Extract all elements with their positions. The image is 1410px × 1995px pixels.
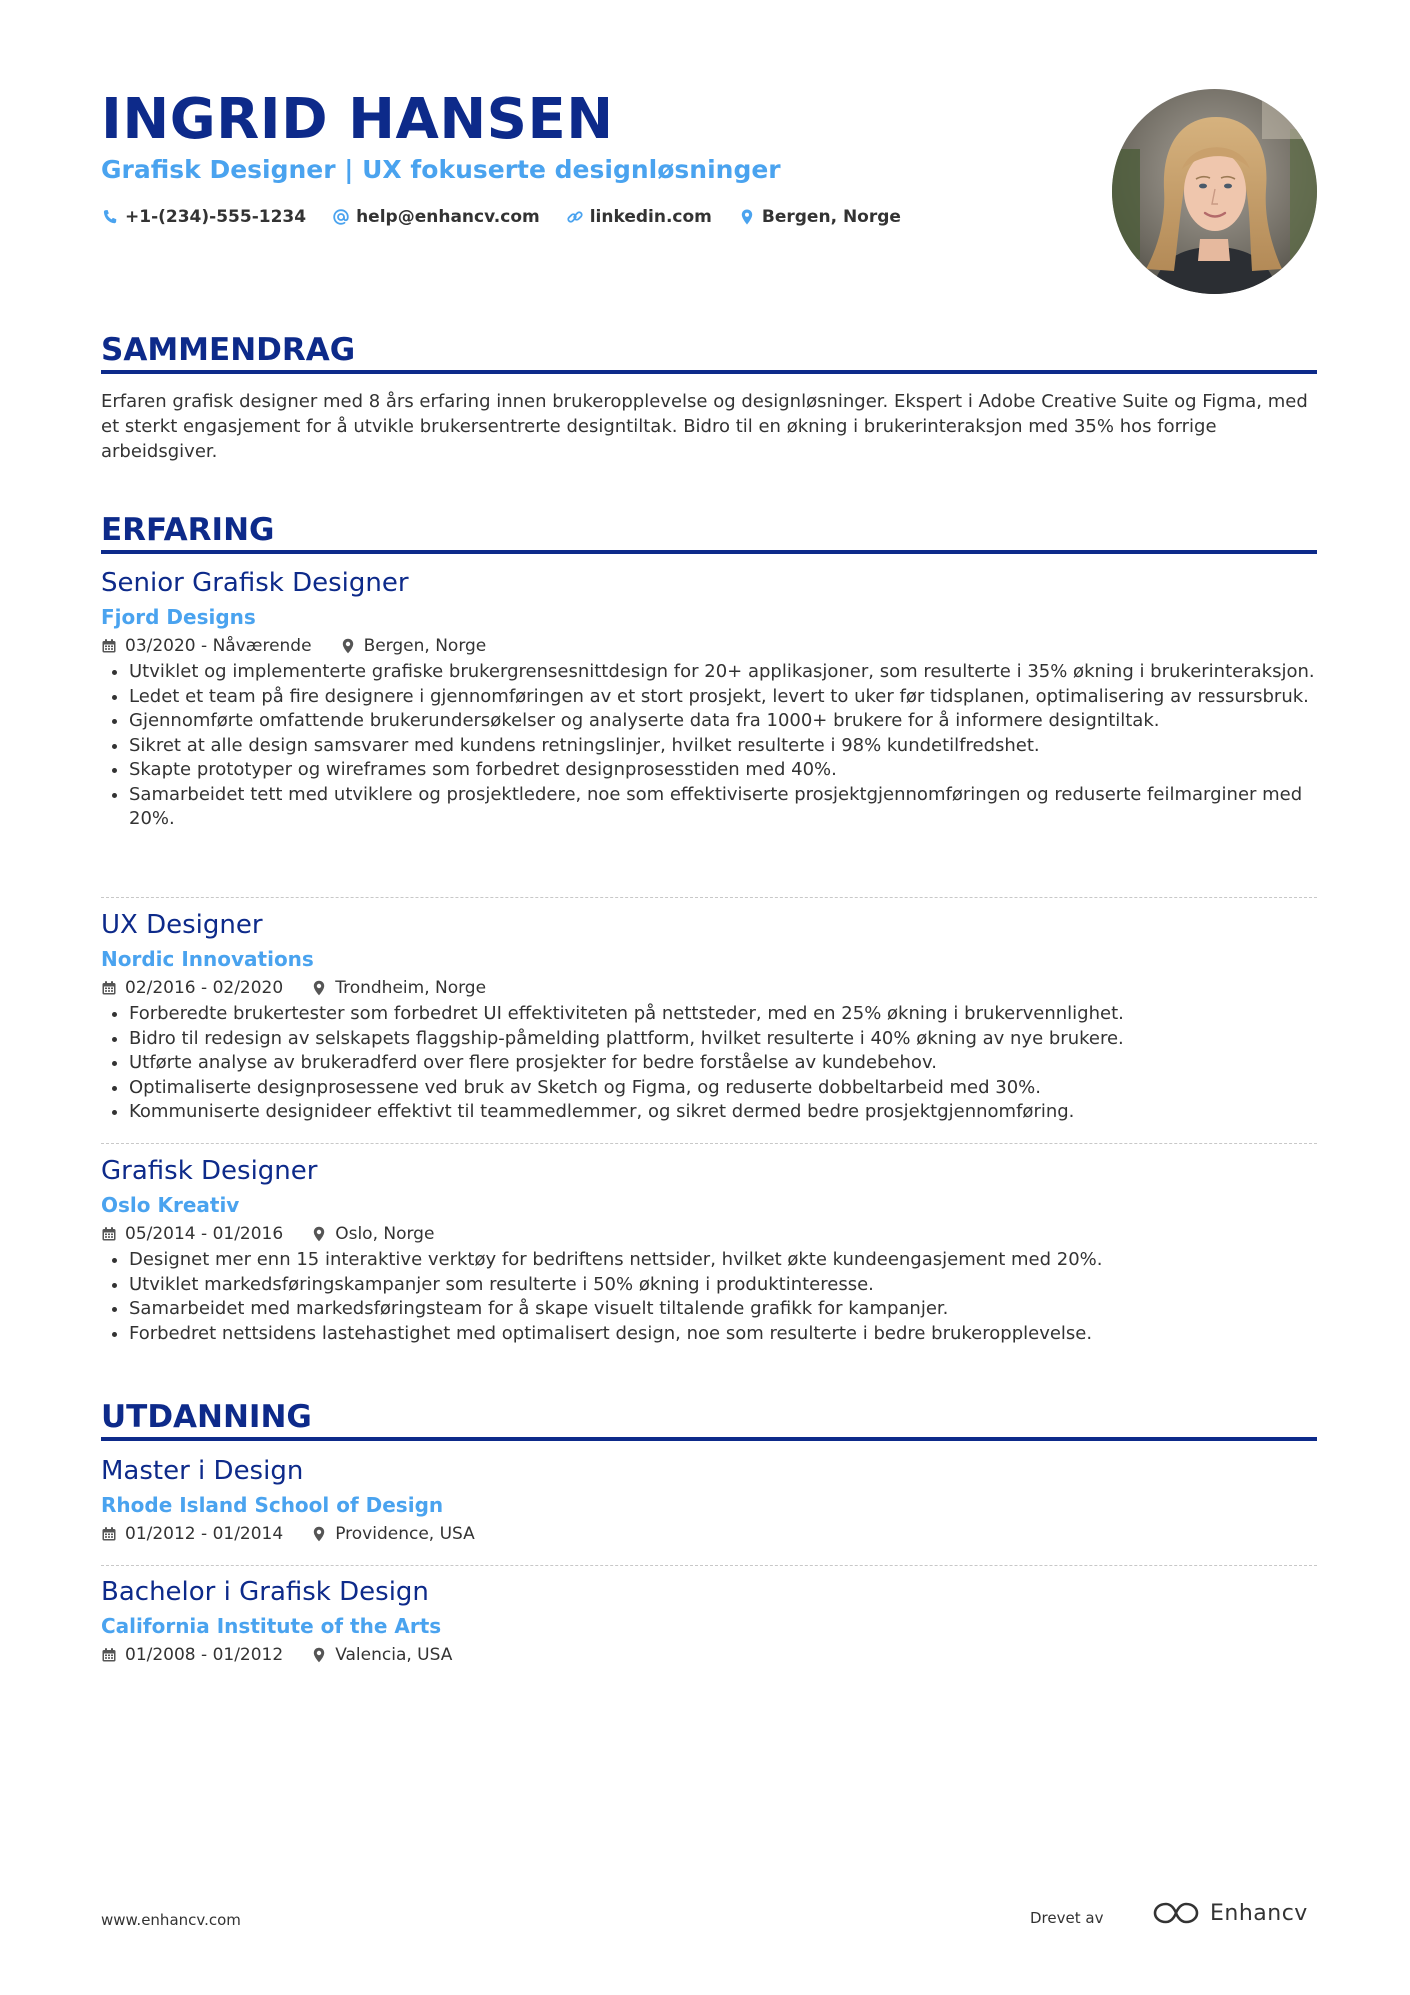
education-entry [101,1454,1317,1548]
job-meta [101,1220,1317,1248]
summary-heading: SAMMENDRAG [101,332,356,368]
phone-icon [101,208,119,226]
company-name: Nordic Innovations [101,947,314,971]
experience-entry [101,1154,1317,1346]
summary-divider [101,370,1317,374]
company-name: Fjord Designs [101,605,256,629]
achievement-item: • Kommuniserte designideer effektivt til teammedlemmer, og sikret dermed bedre prosjektgjennomføring. [129,1100,1317,1125]
education-meta [101,1520,1317,1548]
footer-powered-by: Drevet av [1030,1909,1104,1927]
link-icon [566,208,584,226]
location-pin-icon [311,1226,327,1242]
job-dates [101,978,283,998]
summary-text: Erfaren grafisk designer med 8 års erfaring innen brukeropplevelse og designløsninger. Ekspert i Adobe Creative Suite og Figma, med et sterkt engasjement for å utvikle brukersentrerte designtiltak. Bidro til en økning i brukerinteraksjon med 35% hos forrige arbeidsgiver. [101,391,1308,462]
at-icon [332,208,350,226]
school-name: Rhode Island School of Design [101,1493,444,1517]
achievement-item: • Sikret at alle design samsvarer med kundens retningslinjer, hvilket resulterte i 98% kundetilfredshet. [129,734,1317,759]
achievement-item: • Samarbeidet med markedsføringsteam for å skape visuelt tiltalende grafikk for kampanjer. [129,1297,1317,1322]
achievement-item: • Forberedte brukertester som forbedret UI effektiviteten på nettsteder, med en 25% økning i brukervennlighet. [129,1002,1317,1027]
footer-url[interactable]: www.enhancv.com [101,1911,241,1929]
job-meta [101,632,1317,660]
achievement-item: • Designet mer enn 15 interaktive verktøy for bedriftens nettsider, hvilket økte kundeengasjement med 20%. [129,1248,1317,1273]
achievement-item: • Ledet et team på fire designere i gjennomføringen av et stort prosjekt, levert to uker før tidsplanen, optimalisering av ressursbruk. [129,685,1317,710]
calendar-icon [101,1226,117,1242]
phone-text: +1-(234)-555-1234 [125,207,307,227]
achievement-list [101,1002,1317,1125]
job-title: Grafisk Designer [101,1156,318,1186]
map-pin-icon [738,208,756,226]
experience-entry [101,566,1317,832]
entry-separator [101,1143,1317,1144]
job-location [311,1224,434,1244]
achievement-item: • Samarbeidet tett med utviklere og prosjektledere, noe som effektiviserte prosjektgjennomføringen og reduserte feilmarginer med 20%. [129,783,1317,832]
school-name: California Institute of the Arts [101,1614,442,1638]
entry-separator [101,897,1317,898]
location-text: Bergen, Norge [761,207,901,227]
calendar-icon [101,980,117,996]
contact-location [738,207,901,227]
contact-linkedin[interactable] [566,207,712,227]
degree-title: Bachelor i Grafisk Design [101,1577,429,1607]
achievement-item: • Optimaliserte designprosessene ved bruk av Sketch og Figma, og reduserte dobbeltarbeid med 30%. [129,1076,1317,1101]
location-text: Bergen, Norge [363,636,487,656]
experience-entry [101,908,1317,1125]
location-text: Oslo, Norge [335,1224,435,1244]
education-dates [101,1524,283,1544]
linkedin-text: linkedin.com [589,207,712,227]
job-location [311,978,486,998]
achievement-item: • Utviklet markedsføringskampanjer som resulterte i 50% økning i produktinteresse. [129,1273,1317,1298]
location-text: Valencia, USA [335,1645,453,1665]
job-location [340,636,487,656]
contact-email[interactable] [332,207,540,227]
location-pin-icon [311,1647,327,1663]
dates-text: 01/2008 - 01/2012 [125,1645,284,1665]
achievement-item: • Skapte prototyper og wireframes som forbedret designprosesstiden med 40%. [129,758,1317,783]
dates-text: 01/2012 - 01/2014 [125,1524,284,1544]
contact-phone[interactable] [101,207,306,227]
dates-text: 05/2014 - 01/2016 [125,1224,284,1244]
dates-text: 03/2020 - Nåværende [125,636,312,656]
entry-separator [101,1565,1317,1566]
achievement-item: • Forbedret nettsidens lastehastighet med optimalisert design, noe som resulterte i bedre brukeropplevelse. [129,1322,1317,1347]
education-dates [101,1645,283,1665]
achievement-item: • Utviklet og implementerte grafiske brukergrensesnittdesign for 20+ applikasjoner, som resulterte i 35% økning i brukerinteraksjon. [129,660,1317,685]
education-location [311,1524,475,1544]
enhancv-logo-icon [1152,1900,1200,1926]
portrait-image [1112,89,1317,294]
calendar-icon [101,1526,117,1542]
experience-divider [101,550,1317,554]
achievement-list [101,660,1317,832]
degree-title: Master i Design [101,1456,304,1486]
job-title: UX Designer [101,910,263,940]
experience-heading: ERFARING [101,512,275,548]
education-meta [101,1641,1317,1669]
education-divider [101,1437,1317,1441]
profile-photo [1112,89,1317,294]
location-pin-icon [340,638,356,654]
location-text: Trondheim, Norge [335,978,487,998]
education-entry [101,1575,1317,1669]
calendar-icon [101,638,117,654]
achievement-item: • Bidro til redesign av selskapets flaggship-påmelding plattform, hvilket resulterte i 40% økning av nye brukere. [129,1027,1317,1052]
location-pin-icon [311,980,327,996]
email-text: help@enhancv.com [356,207,540,227]
location-text: Providence, USA [335,1524,475,1544]
job-dates [101,1224,283,1244]
calendar-icon [101,1647,117,1663]
location-pin-icon [311,1526,327,1542]
job-meta [101,974,1317,1002]
candidate-title: Grafisk Designer | UX fokuserte designløsninger [101,155,781,184]
job-dates [101,636,312,656]
achievement-item: • Utførte analyse av brukeradferd over flere prosjekter for bedre forståelse av kundebehov. [129,1051,1317,1076]
job-title: Senior Grafisk Designer [101,568,409,598]
education-location [311,1645,452,1665]
achievement-item: • Gjennomførte omfattende brukerundersøkelser og analyserte data fra 1000+ brukere for å informere designtiltak. [129,709,1317,734]
dates-text: 02/2016 - 02/2020 [125,978,284,998]
enhancv-logo-text: Enhancv [1210,1900,1308,1926]
candidate-name: INGRID HANSEN [101,87,614,152]
contact-bar [101,204,901,230]
education-heading: UTDANNING [101,1399,312,1435]
enhancv-logo[interactable] [1152,1900,1308,1926]
company-name: Oslo Kreativ [101,1193,240,1217]
achievement-list [101,1248,1317,1346]
